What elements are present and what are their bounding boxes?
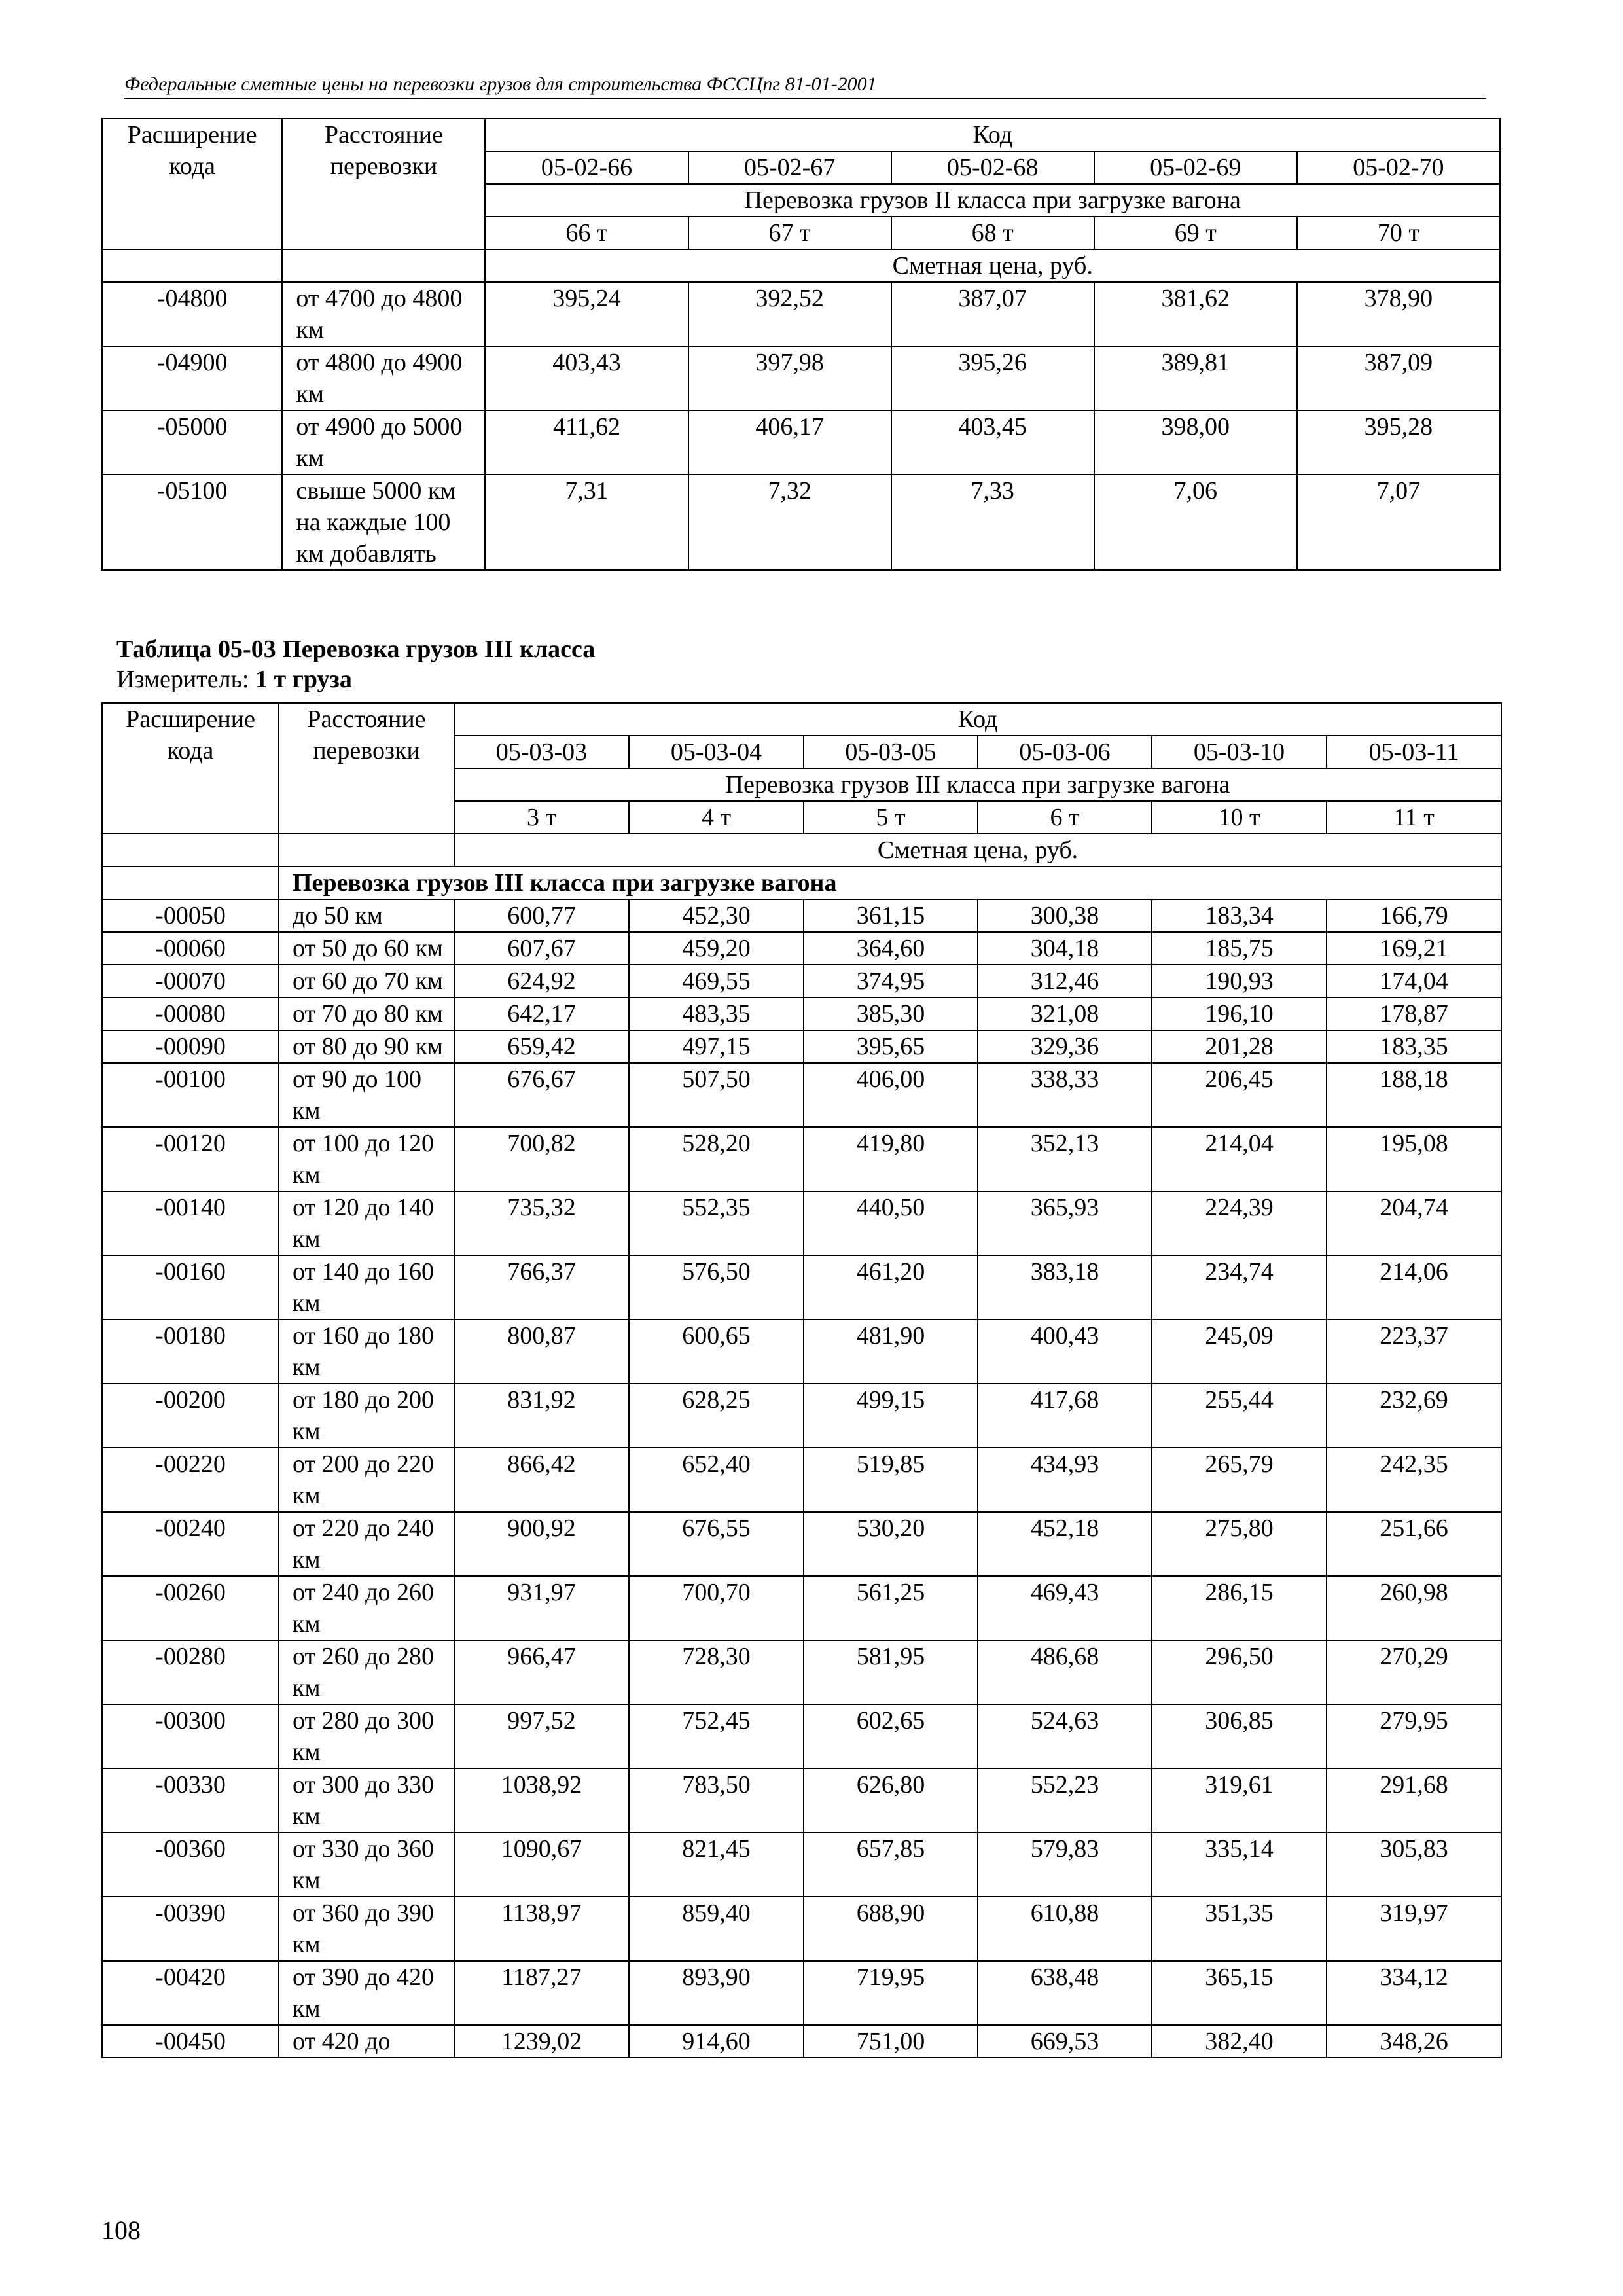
distance-cell: от 120 до 140 км (279, 1191, 454, 1255)
distance-cell: до 50 км (279, 899, 454, 932)
price-cell: 400,43 (978, 1319, 1152, 1384)
blank-cell (102, 249, 282, 282)
price-cell: 7,32 (688, 475, 891, 570)
price-cell: 481,90 (804, 1319, 978, 1384)
distance-cell: от 100 до 120 км (279, 1127, 454, 1191)
price-cell: 279,95 (1327, 1704, 1501, 1768)
price-cell: 752,45 (629, 1704, 804, 1768)
price-cell: 528,20 (629, 1127, 804, 1191)
price-cell: 434,93 (978, 1448, 1152, 1512)
distance-cell: от 200 до 220 км (279, 1448, 454, 1512)
running-header: Федеральные сметные цены на перевозки грузов для строительства ФССЦпг 81-01-2001 (124, 73, 1486, 99)
price-cell: 519,85 (804, 1448, 978, 1512)
table-row (102, 997, 1501, 1030)
table-row (102, 1191, 1501, 1255)
table-row (102, 932, 1501, 965)
code-cell: 05-03-10 (1152, 736, 1327, 768)
price-cell: 561,25 (804, 1576, 978, 1640)
code-extension-cell: -04800 (102, 282, 282, 346)
price-cell: 499,15 (804, 1384, 978, 1448)
price-cell: 452,30 (629, 899, 804, 932)
distance-cell: от 4700 до 4800 км (282, 282, 485, 346)
price-cell: 602,65 (804, 1704, 978, 1768)
price-cell: 831,92 (454, 1384, 629, 1448)
code-extension-cell: -00330 (102, 1768, 279, 1833)
table-row (102, 1030, 1501, 1063)
price-cell: 417,68 (978, 1384, 1152, 1448)
unit-label: Измеритель: (116, 666, 255, 693)
load-cell: 70 т (1297, 217, 1500, 249)
load-cell: 10 т (1152, 801, 1327, 834)
distance-cell: от 220 до 240 км (279, 1512, 454, 1576)
unit-value: 1 т груза (255, 666, 352, 693)
price-cell: 669,53 (978, 2025, 1152, 2058)
distance-cell: от 50 до 60 км (279, 932, 454, 965)
table-row (102, 1063, 1501, 1127)
load-cell: 66 т (485, 217, 688, 249)
price-cell: 255,44 (1152, 1384, 1327, 1448)
code-extension-cell: -00060 (102, 932, 279, 965)
price-cell: 389,81 (1094, 346, 1297, 410)
code-extension-cell: -00300 (102, 1704, 279, 1768)
load-cell: 67 т (688, 217, 891, 249)
price-cell: 348,26 (1327, 2025, 1501, 2058)
price-cell: 452,18 (978, 1512, 1152, 1576)
table-row (102, 1897, 1501, 1961)
code-header: Код (454, 703, 1501, 736)
price-cell: 232,69 (1327, 1384, 1501, 1448)
blank-cell (279, 834, 454, 867)
price-cell: 195,08 (1327, 1127, 1501, 1191)
price-cell: 304,18 (978, 932, 1152, 965)
load-cell: 4 т (629, 801, 804, 834)
price-cell: 657,85 (804, 1833, 978, 1897)
price-cell: 997,52 (454, 1704, 629, 1768)
price-cell: 352,13 (978, 1127, 1152, 1191)
distance-cell: свыше 5000 км на каждые 100 км добавлять (282, 475, 485, 570)
table-row (102, 1640, 1501, 1704)
load-cell: 5 т (804, 801, 978, 834)
price-cell: 459,20 (629, 932, 804, 965)
load-cell: 11 т (1327, 801, 1501, 834)
price-cell: 507,50 (629, 1063, 804, 1127)
price-cell: 385,30 (804, 997, 978, 1030)
price-cell: 406,00 (804, 1063, 978, 1127)
price-cell: 914,60 (629, 2025, 804, 2058)
price-cell: 296,50 (1152, 1640, 1327, 1704)
price-cell: 893,90 (629, 1961, 804, 2025)
distance-cell: от 260 до 280 км (279, 1640, 454, 1704)
price-cell: 552,35 (629, 1191, 804, 1255)
load-header: Перевозка грузов II класса при загрузке вагона (485, 184, 1500, 217)
price-cell: 397,98 (688, 346, 891, 410)
price-cell: 378,90 (1297, 282, 1500, 346)
price-cell: 1038,92 (454, 1768, 629, 1833)
price-cell: 469,55 (629, 965, 804, 997)
price-cell: 166,79 (1327, 899, 1501, 932)
code-extension-cell: -00200 (102, 1384, 279, 1448)
price-cell: 403,45 (891, 410, 1094, 475)
price-cell: 7,07 (1297, 475, 1500, 570)
price-cell: 245,09 (1152, 1319, 1327, 1384)
price-cell: 1090,67 (454, 1833, 629, 1897)
price-cell: 676,67 (454, 1063, 629, 1127)
blank-cell (102, 834, 279, 867)
price-cell: 242,35 (1327, 1448, 1501, 1512)
price-cell: 214,06 (1327, 1255, 1501, 1319)
price-cell: 306,85 (1152, 1704, 1327, 1768)
code-extension-cell: -05100 (102, 475, 282, 570)
price-cell: 319,61 (1152, 1768, 1327, 1833)
col-header-distance: Расстояние перевозки (282, 118, 485, 249)
code-extension-cell: -00090 (102, 1030, 279, 1063)
code-cell: 05-03-03 (454, 736, 629, 768)
price-cell: 251,66 (1327, 1512, 1501, 1576)
price-cell: 800,87 (454, 1319, 629, 1384)
table-row (102, 1704, 1501, 1768)
price-cell: 364,60 (804, 932, 978, 965)
table-row (102, 1384, 1501, 1448)
price-cell: 966,47 (454, 1640, 629, 1704)
price-cell: 387,09 (1297, 346, 1500, 410)
distance-cell: от 60 до 70 км (279, 965, 454, 997)
price-cell: 866,42 (454, 1448, 629, 1512)
code-cell: 05-02-68 (891, 151, 1094, 184)
blank-cell (102, 867, 279, 899)
load-cell: 3 т (454, 801, 629, 834)
price-cell: 751,00 (804, 2025, 978, 2058)
price-cell: 440,50 (804, 1191, 978, 1255)
distance-cell: от 180 до 200 км (279, 1384, 454, 1448)
price-cell: 524,63 (978, 1704, 1152, 1768)
price-cell: 719,95 (804, 1961, 978, 2025)
price-cell: 700,82 (454, 1127, 629, 1191)
price-cell: 461,20 (804, 1255, 978, 1319)
table-title: Таблица 05-03 Перевозка грузов III класса (116, 636, 596, 663)
table-row (102, 965, 1501, 997)
price-cell: 419,80 (804, 1127, 978, 1191)
price-cell: 374,95 (804, 965, 978, 997)
price-cell: 395,26 (891, 346, 1094, 410)
distance-cell: от 300 до 330 км (279, 1768, 454, 1833)
code-extension-cell: -00080 (102, 997, 279, 1030)
table-row (102, 282, 1500, 346)
load-header: Перевозка грузов III класса при загрузке вагона (454, 768, 1501, 801)
section-heading: Перевозка грузов III класса при загрузке вагона (279, 867, 1501, 899)
price-cell: 406,17 (688, 410, 891, 475)
price-cell: 652,40 (629, 1448, 804, 1512)
price-cell: 188,18 (1327, 1063, 1501, 1127)
price-cell: 766,37 (454, 1255, 629, 1319)
price-cell: 469,43 (978, 1576, 1152, 1640)
table-row (102, 1319, 1501, 1384)
price-cell: 185,75 (1152, 932, 1327, 965)
price-cell: 403,43 (485, 346, 688, 410)
code-cell: 05-02-69 (1094, 151, 1297, 184)
distance-cell: от 240 до 260 км (279, 1576, 454, 1640)
distance-cell: от 360 до 390 км (279, 1897, 454, 1961)
table-row (102, 1255, 1501, 1319)
price-cell: 381,62 (1094, 282, 1297, 346)
code-extension-cell: -00160 (102, 1255, 279, 1319)
code-extension-cell: -04900 (102, 346, 282, 410)
table-row (102, 1448, 1501, 1512)
price-cell: 338,33 (978, 1063, 1152, 1127)
price-cell: 1138,97 (454, 1897, 629, 1961)
price-cell: 365,93 (978, 1191, 1152, 1255)
price-cell: 600,65 (629, 1319, 804, 1384)
table-row (102, 1576, 1501, 1640)
price-cell: 659,42 (454, 1030, 629, 1063)
table-row (102, 1512, 1501, 1576)
price-cell: 319,97 (1327, 1897, 1501, 1961)
price-cell: 234,74 (1152, 1255, 1327, 1319)
price-cell: 821,45 (629, 1833, 804, 1897)
distance-cell: от 4800 до 4900 км (282, 346, 485, 410)
distance-cell: от 160 до 180 км (279, 1319, 454, 1384)
price-cell: 334,12 (1327, 1961, 1501, 2025)
price-cell: 351,35 (1152, 1897, 1327, 1961)
price-cell: 224,39 (1152, 1191, 1327, 1255)
code-extension-cell: -00220 (102, 1448, 279, 1512)
price-cell: 735,32 (454, 1191, 629, 1255)
price-cell: 626,80 (804, 1768, 978, 1833)
price-cell: 642,17 (454, 997, 629, 1030)
price-cell: 398,00 (1094, 410, 1297, 475)
price-cell: 312,46 (978, 965, 1152, 997)
price-cell: 1187,27 (454, 1961, 629, 2025)
price-cell: 700,70 (629, 1576, 804, 1640)
price-cell: 204,74 (1327, 1191, 1501, 1255)
page-number: 108 (101, 2215, 141, 2245)
price-cell: 395,65 (804, 1030, 978, 1063)
code-extension-cell: -00390 (102, 1897, 279, 1961)
price-cell: 178,87 (1327, 997, 1501, 1030)
code-extension-cell: -00260 (102, 1576, 279, 1640)
price-cell: 638,48 (978, 1961, 1152, 2025)
price-cell: 576,50 (629, 1255, 804, 1319)
code-extension-cell: -00050 (102, 899, 279, 932)
price-cell: 383,18 (978, 1255, 1152, 1319)
price-cell: 395,28 (1297, 410, 1500, 475)
price-cell: 600,77 (454, 899, 629, 932)
price-cell: 497,15 (629, 1030, 804, 1063)
price-cell: 260,98 (1327, 1576, 1501, 1640)
price-cell: 329,36 (978, 1030, 1152, 1063)
price-cell: 305,83 (1327, 1833, 1501, 1897)
price-cell: 610,88 (978, 1897, 1152, 1961)
distance-cell: от 390 до 420 км (279, 1961, 454, 2025)
price-cell: 206,45 (1152, 1063, 1327, 1127)
distance-cell: от 70 до 80 км (279, 997, 454, 1030)
distance-cell: от 80 до 90 км (279, 1030, 454, 1063)
code-cell: 05-02-67 (688, 151, 891, 184)
price-header: Сметная цена, руб. (454, 834, 1501, 867)
price-cell: 365,15 (1152, 1961, 1327, 2025)
price-cell: 859,40 (629, 1897, 804, 1961)
code-extension-cell: -00070 (102, 965, 279, 997)
col-header-distance: Расстояние перевозки (279, 703, 454, 834)
price-cell: 286,15 (1152, 1576, 1327, 1640)
code-cell: 05-03-11 (1327, 736, 1501, 768)
code-header: Код (485, 118, 1500, 151)
price-cell: 411,62 (485, 410, 688, 475)
table-unit (116, 665, 352, 694)
code-extension-cell: -00100 (102, 1063, 279, 1127)
table-row (102, 899, 1501, 932)
price-cell: 900,92 (454, 1512, 629, 1576)
price-cell: 382,40 (1152, 2025, 1327, 2058)
price-cell: 387,07 (891, 282, 1094, 346)
code-cell: 05-03-04 (629, 736, 804, 768)
table-row (102, 346, 1500, 410)
code-extension-cell: -05000 (102, 410, 282, 475)
price-cell: 579,83 (978, 1833, 1152, 1897)
price-cell: 214,04 (1152, 1127, 1327, 1191)
distance-cell: от 140 до 160 км (279, 1255, 454, 1319)
table-05-03 (101, 702, 1502, 2058)
code-cell: 05-03-05 (804, 736, 978, 768)
price-cell: 688,90 (804, 1897, 978, 1961)
price-cell: 169,21 (1327, 932, 1501, 965)
code-extension-cell: -00140 (102, 1191, 279, 1255)
price-cell: 552,23 (978, 1768, 1152, 1833)
price-cell: 183,35 (1327, 1030, 1501, 1063)
table-05-02 (101, 118, 1501, 571)
price-cell: 486,68 (978, 1640, 1152, 1704)
price-cell: 1239,02 (454, 2025, 629, 2058)
load-cell: 69 т (1094, 217, 1297, 249)
code-extension-cell: -00280 (102, 1640, 279, 1704)
table-row (102, 1768, 1501, 1833)
table-row (102, 475, 1500, 570)
price-cell: 223,37 (1327, 1319, 1501, 1384)
code-extension-cell: -00360 (102, 1833, 279, 1897)
price-cell: 183,34 (1152, 899, 1327, 932)
price-cell: 581,95 (804, 1640, 978, 1704)
price-cell: 931,97 (454, 1576, 629, 1640)
code-cell: 05-02-70 (1297, 151, 1500, 184)
price-cell: 728,30 (629, 1640, 804, 1704)
code-extension-cell: -00450 (102, 2025, 279, 2058)
table-row (102, 1833, 1501, 1897)
distance-cell: от 90 до 100 км (279, 1063, 454, 1127)
price-cell: 7,06 (1094, 475, 1297, 570)
distance-cell: от 280 до 300 км (279, 1704, 454, 1768)
price-cell: 676,55 (629, 1512, 804, 1576)
table-row (102, 1127, 1501, 1191)
distance-cell: от 4900 до 5000 км (282, 410, 485, 475)
col-header-extension: Расширение кода (102, 118, 282, 249)
price-cell: 201,28 (1152, 1030, 1327, 1063)
price-cell: 300,38 (978, 899, 1152, 932)
price-cell: 270,29 (1327, 1640, 1501, 1704)
distance-cell: от 420 до (279, 2025, 454, 2058)
price-cell: 321,08 (978, 997, 1152, 1030)
code-extension-cell: -00120 (102, 1127, 279, 1191)
price-cell: 628,25 (629, 1384, 804, 1448)
price-cell: 291,68 (1327, 1768, 1501, 1833)
price-cell: 174,04 (1327, 965, 1501, 997)
code-extension-cell: -00240 (102, 1512, 279, 1576)
code-extension-cell: -00180 (102, 1319, 279, 1384)
price-cell: 395,24 (485, 282, 688, 346)
price-cell: 483,35 (629, 997, 804, 1030)
price-cell: 607,67 (454, 932, 629, 965)
table-row (102, 410, 1500, 475)
price-cell: 783,50 (629, 1768, 804, 1833)
col-header-extension: Расширение кода (102, 703, 279, 834)
code-cell: 05-03-06 (978, 736, 1152, 768)
price-cell: 7,33 (891, 475, 1094, 570)
price-cell: 335,14 (1152, 1833, 1327, 1897)
price-cell: 196,10 (1152, 997, 1327, 1030)
table-row (102, 1961, 1501, 2025)
price-cell: 392,52 (688, 282, 891, 346)
table-row (102, 2025, 1501, 2058)
price-cell: 275,80 (1152, 1512, 1327, 1576)
distance-cell: от 330 до 360 км (279, 1833, 454, 1897)
price-cell: 265,79 (1152, 1448, 1327, 1512)
blank-cell (282, 249, 485, 282)
price-cell: 624,92 (454, 965, 629, 997)
load-cell: 6 т (978, 801, 1152, 834)
price-cell: 7,31 (485, 475, 688, 570)
price-cell: 361,15 (804, 899, 978, 932)
load-cell: 68 т (891, 217, 1094, 249)
code-extension-cell: -00420 (102, 1961, 279, 2025)
code-cell: 05-02-66 (485, 151, 688, 184)
price-header: Сметная цена, руб. (485, 249, 1500, 282)
price-cell: 530,20 (804, 1512, 978, 1576)
price-cell: 190,93 (1152, 965, 1327, 997)
